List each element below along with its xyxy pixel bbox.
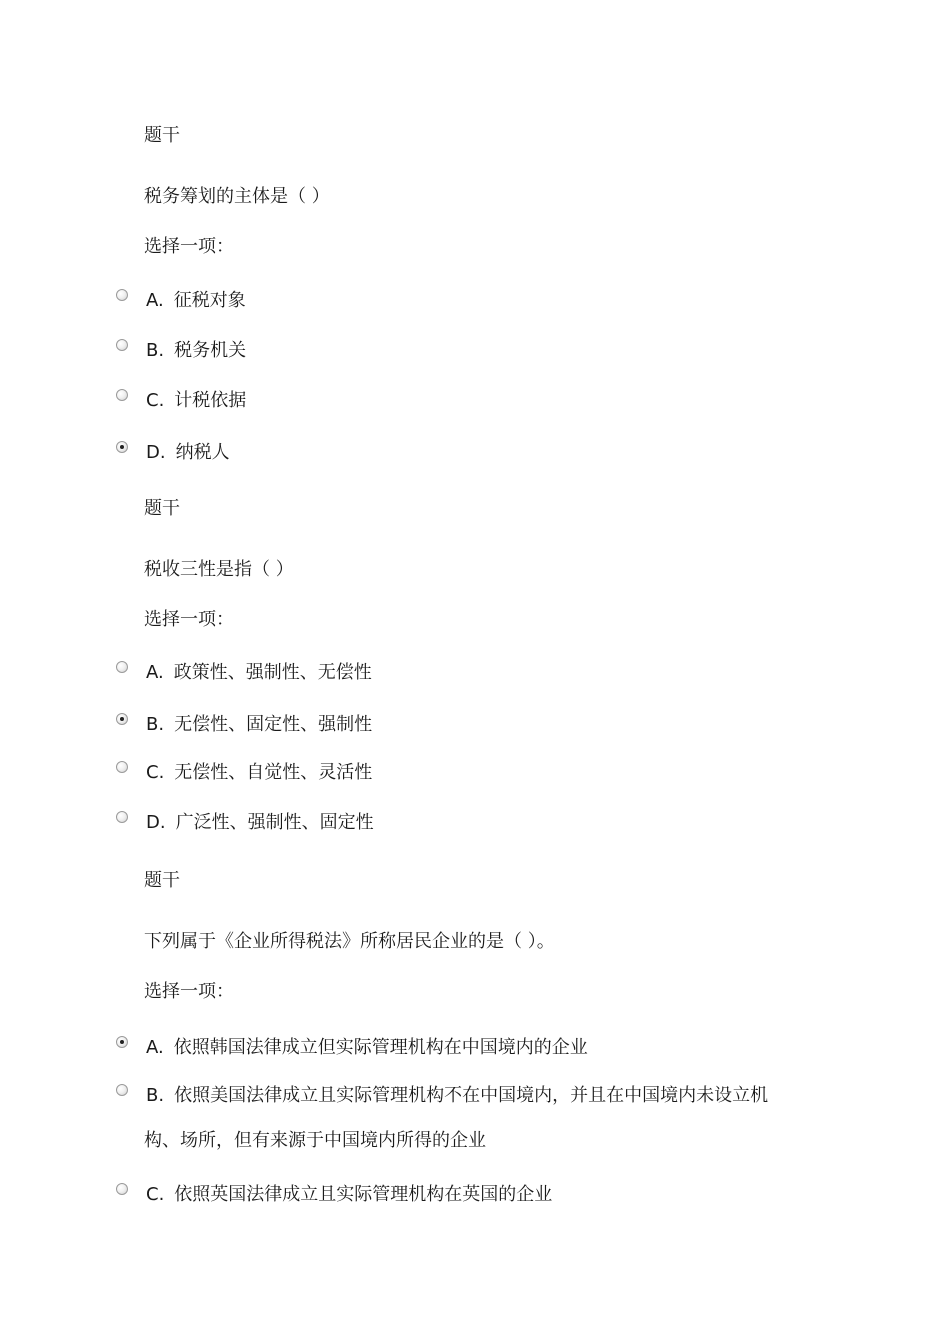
option-label[interactable] bbox=[146, 1084, 768, 1108]
option-letter: A. bbox=[146, 290, 164, 311]
option-letter: C. bbox=[146, 762, 165, 783]
option-letter: C. bbox=[146, 1184, 165, 1205]
option-label[interactable] bbox=[146, 713, 372, 737]
option-label[interactable] bbox=[146, 389, 246, 413]
option-text: 依照英国法律成立且实际管理机构在英国的企业 bbox=[174, 1184, 553, 1205]
question-text: 税收三性是指（ ） bbox=[144, 559, 294, 580]
option-label[interactable] bbox=[146, 811, 374, 835]
option-text: 依照韩国法律成立但实际管理机构在中国境内的企业 bbox=[173, 1037, 588, 1058]
question-text: 税务筹划的主体是（ ） bbox=[144, 186, 330, 207]
option-text: 依照美国法律成立且实际管理机构不在中国境内，并且在中国境内未设立机 bbox=[174, 1085, 769, 1106]
option-label[interactable] bbox=[146, 441, 230, 465]
radio-button[interactable] bbox=[116, 1084, 128, 1096]
radio-button[interactable] bbox=[116, 811, 128, 823]
option-text: 无偿性、自觉性、灵活性 bbox=[174, 762, 373, 783]
option-letter: D. bbox=[146, 442, 166, 463]
choose-prompt: 选择一项： bbox=[144, 609, 234, 630]
option-text-continuation: 构、场所，但有来源于中国境内所得的企业 bbox=[144, 1130, 486, 1151]
stem-label: 题干 bbox=[144, 498, 180, 519]
radio-button[interactable] bbox=[116, 289, 128, 301]
choose-prompt: 选择一项： bbox=[144, 236, 234, 257]
option-label[interactable] bbox=[146, 761, 372, 785]
question-text: 下列属于《企业所得税法》所称居民企业的是（ ）。 bbox=[144, 931, 555, 952]
option-letter: D. bbox=[146, 812, 166, 833]
radio-button[interactable] bbox=[116, 661, 128, 673]
stem-label: 题干 bbox=[144, 125, 180, 146]
option-text: 广泛性、强制性、固定性 bbox=[175, 812, 374, 833]
radio-button-selected[interactable] bbox=[116, 713, 128, 725]
radio-button[interactable] bbox=[116, 1183, 128, 1195]
option-letter: B. bbox=[146, 1085, 165, 1106]
option-text: 政策性、强制性、无偿性 bbox=[173, 662, 372, 683]
option-letter: C. bbox=[146, 390, 165, 411]
option-label[interactable] bbox=[146, 1183, 552, 1207]
choose-prompt: 选择一项： bbox=[144, 981, 234, 1002]
option-text: 征税对象 bbox=[173, 290, 246, 311]
option-text: 无偿性、固定性、强制性 bbox=[174, 714, 373, 735]
radio-button[interactable] bbox=[116, 761, 128, 773]
option-label[interactable] bbox=[146, 289, 246, 313]
radio-button[interactable] bbox=[116, 339, 128, 351]
radio-button-selected[interactable] bbox=[116, 441, 128, 453]
radio-button[interactable] bbox=[116, 389, 128, 401]
option-letter: A. bbox=[146, 662, 164, 683]
option-letter: B. bbox=[146, 714, 165, 735]
option-label[interactable] bbox=[146, 661, 372, 685]
option-text: 计税依据 bbox=[174, 390, 247, 411]
stem-label: 题干 bbox=[144, 870, 180, 891]
option-text: 纳税人 bbox=[175, 442, 230, 463]
option-letter: B. bbox=[146, 340, 165, 361]
radio-button-selected[interactable] bbox=[116, 1036, 128, 1048]
option-label[interactable] bbox=[146, 1036, 588, 1060]
option-letter: A. bbox=[146, 1037, 164, 1058]
option-text: 税务机关 bbox=[174, 340, 247, 361]
option-label[interactable] bbox=[146, 339, 246, 363]
